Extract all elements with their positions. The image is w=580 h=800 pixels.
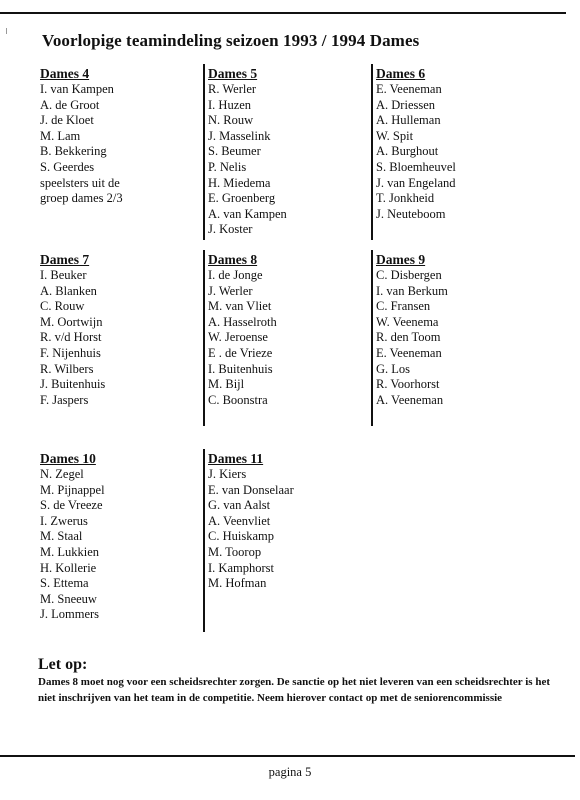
player-list xyxy=(208,268,277,408)
scan-mark xyxy=(6,28,7,34)
list-item: I. Beuker xyxy=(40,268,87,282)
page-title: Voorlopige teamindeling seizoen 1993 / 1994 Dames xyxy=(42,31,420,51)
list-item: S. de Vreeze xyxy=(40,498,103,513)
list-item: B. Bekkering xyxy=(40,144,107,159)
list-item: C. Rouw xyxy=(40,299,85,314)
list-item: J. van Engeland xyxy=(376,175,456,190)
player-list xyxy=(376,82,456,222)
list-item: E. van Donselaar xyxy=(208,482,294,497)
list-item: R. Wilbers xyxy=(40,361,94,376)
column-divider xyxy=(203,449,205,632)
team-heading: Dames 11 xyxy=(208,451,264,466)
team-heading: Dames 6 xyxy=(376,66,426,81)
team-dames-7 xyxy=(40,252,105,408)
list-item: A. Blanken xyxy=(40,283,97,298)
list-item: I. Huzen xyxy=(208,97,252,112)
list-item: A. Burghout xyxy=(376,144,439,159)
note-heading: Let op: xyxy=(38,656,88,673)
team-heading: Dames 8 xyxy=(208,252,258,267)
list-item: J. Masselink xyxy=(208,128,271,143)
list-item: speelsters uit de xyxy=(40,175,120,190)
list-item: I. Buitenhuis xyxy=(208,361,273,376)
team-dames-11 xyxy=(208,451,294,592)
list-item: I. de Jonge xyxy=(208,268,263,282)
list-item: G. van Aalst xyxy=(208,498,271,513)
list-item: A. van Kampen xyxy=(208,206,287,221)
team-heading: Dames 4 xyxy=(40,66,90,81)
team-heading: Dames 9 xyxy=(376,252,426,267)
column-divider xyxy=(203,250,205,426)
list-item: I. Zwerus xyxy=(40,513,88,528)
list-item: N. Rouw xyxy=(208,113,254,128)
list-item: A. de Groot xyxy=(40,97,100,112)
list-item: H. Miedema xyxy=(208,175,271,190)
list-item: M. Oortwijn xyxy=(40,314,103,329)
team-dames-4 xyxy=(40,66,123,207)
list-item: E. Groenberg xyxy=(208,191,276,206)
list-item: A. Hasselroth xyxy=(208,314,277,329)
list-item: S. Beumer xyxy=(208,144,261,159)
list-item: N. Zegel xyxy=(40,467,84,481)
note-text: Dames 8 moet nog voor een scheidsrechter zorgen. De sanctie op het niet leveren van een scheidsrechter is het niet inschrijven van het team in de competitie. Neem hierover contact op met de seniorencommissie xyxy=(38,676,550,704)
list-item: R. den Toom xyxy=(376,330,441,345)
list-item: S. Geerdes xyxy=(40,159,95,174)
list-item: I. Kamphorst xyxy=(208,560,274,575)
player-list xyxy=(40,82,123,207)
list-item: J. de Kloet xyxy=(40,113,94,128)
list-item: T. Jonkheid xyxy=(376,191,435,206)
list-item: R. Werler xyxy=(208,82,257,96)
team-dames-5 xyxy=(208,66,287,238)
list-item: E. Veeneman xyxy=(376,82,442,96)
list-item: J. Koster xyxy=(208,222,253,237)
list-item: A. Hulleman xyxy=(376,113,441,128)
list-item: P. Nelis xyxy=(208,159,247,174)
column-divider xyxy=(371,250,373,426)
list-item: C. Fransen xyxy=(376,299,431,314)
list-item: groep dames 2/3 xyxy=(40,191,123,206)
list-item: R. v/d Horst xyxy=(40,330,102,345)
column-divider xyxy=(371,64,373,240)
list-item: M. Sneeuw xyxy=(40,591,97,606)
list-item: F. Jaspers xyxy=(40,392,89,407)
team-dames-8 xyxy=(208,252,277,408)
list-item: S. Ettema xyxy=(40,576,89,591)
list-item: M. Bijl xyxy=(208,377,245,392)
player-list xyxy=(40,467,105,623)
list-item: W. Veenema xyxy=(376,314,439,329)
list-item: C. Boonstra xyxy=(208,392,268,407)
list-item: M. Lam xyxy=(40,128,81,143)
list-item: J. Lommers xyxy=(40,607,100,622)
team-heading: Dames 10 xyxy=(40,451,96,466)
list-item: E . de Vrieze xyxy=(208,345,273,360)
player-list xyxy=(208,82,287,238)
top-rule xyxy=(0,12,566,14)
list-item: W. Jeroense xyxy=(208,330,268,345)
team-dames-6 xyxy=(376,66,456,222)
list-item: J. Buitenhuis xyxy=(40,377,106,392)
list-item: J. Neuteboom xyxy=(376,206,446,221)
list-item: A. Driessen xyxy=(376,97,436,112)
team-dames-10 xyxy=(40,451,105,623)
list-item: S. Bloemheuvel xyxy=(376,159,456,174)
column-divider xyxy=(203,64,205,240)
list-item: H. Kollerie xyxy=(40,560,97,575)
player-list xyxy=(40,268,105,408)
player-list xyxy=(208,467,294,592)
list-item: A. Veeneman xyxy=(376,392,444,407)
list-item: J. Werler xyxy=(208,283,253,298)
team-heading: Dames 7 xyxy=(40,252,90,267)
list-item: R. Voorhorst xyxy=(376,377,440,392)
list-item: E. Veeneman xyxy=(376,345,442,360)
list-item: M. Staal xyxy=(40,529,83,544)
list-item: C. Disbergen xyxy=(376,268,442,282)
list-item: M. Hofman xyxy=(208,576,267,591)
list-item: A. Veenvliet xyxy=(208,513,271,528)
list-item: M. Pijnappel xyxy=(40,482,105,497)
bottom-rule xyxy=(0,755,575,757)
page-number: pagina 5 xyxy=(268,765,312,779)
list-item: G. Los xyxy=(376,361,411,376)
list-item: M. Toorop xyxy=(208,544,262,559)
team-heading: Dames 5 xyxy=(208,66,258,81)
list-item: I. van Kampen xyxy=(40,82,114,96)
list-item: M. Lukkien xyxy=(40,544,100,559)
list-item: F. Nijenhuis xyxy=(40,345,101,360)
list-item: W. Spit xyxy=(376,128,414,143)
list-item: J. Kiers xyxy=(208,467,247,481)
team-dames-9 xyxy=(376,252,448,408)
list-item: I. van Berkum xyxy=(376,283,448,298)
player-list xyxy=(376,268,448,408)
list-item: M. van Vliet xyxy=(208,299,272,314)
list-item: C. Huiskamp xyxy=(208,529,274,544)
